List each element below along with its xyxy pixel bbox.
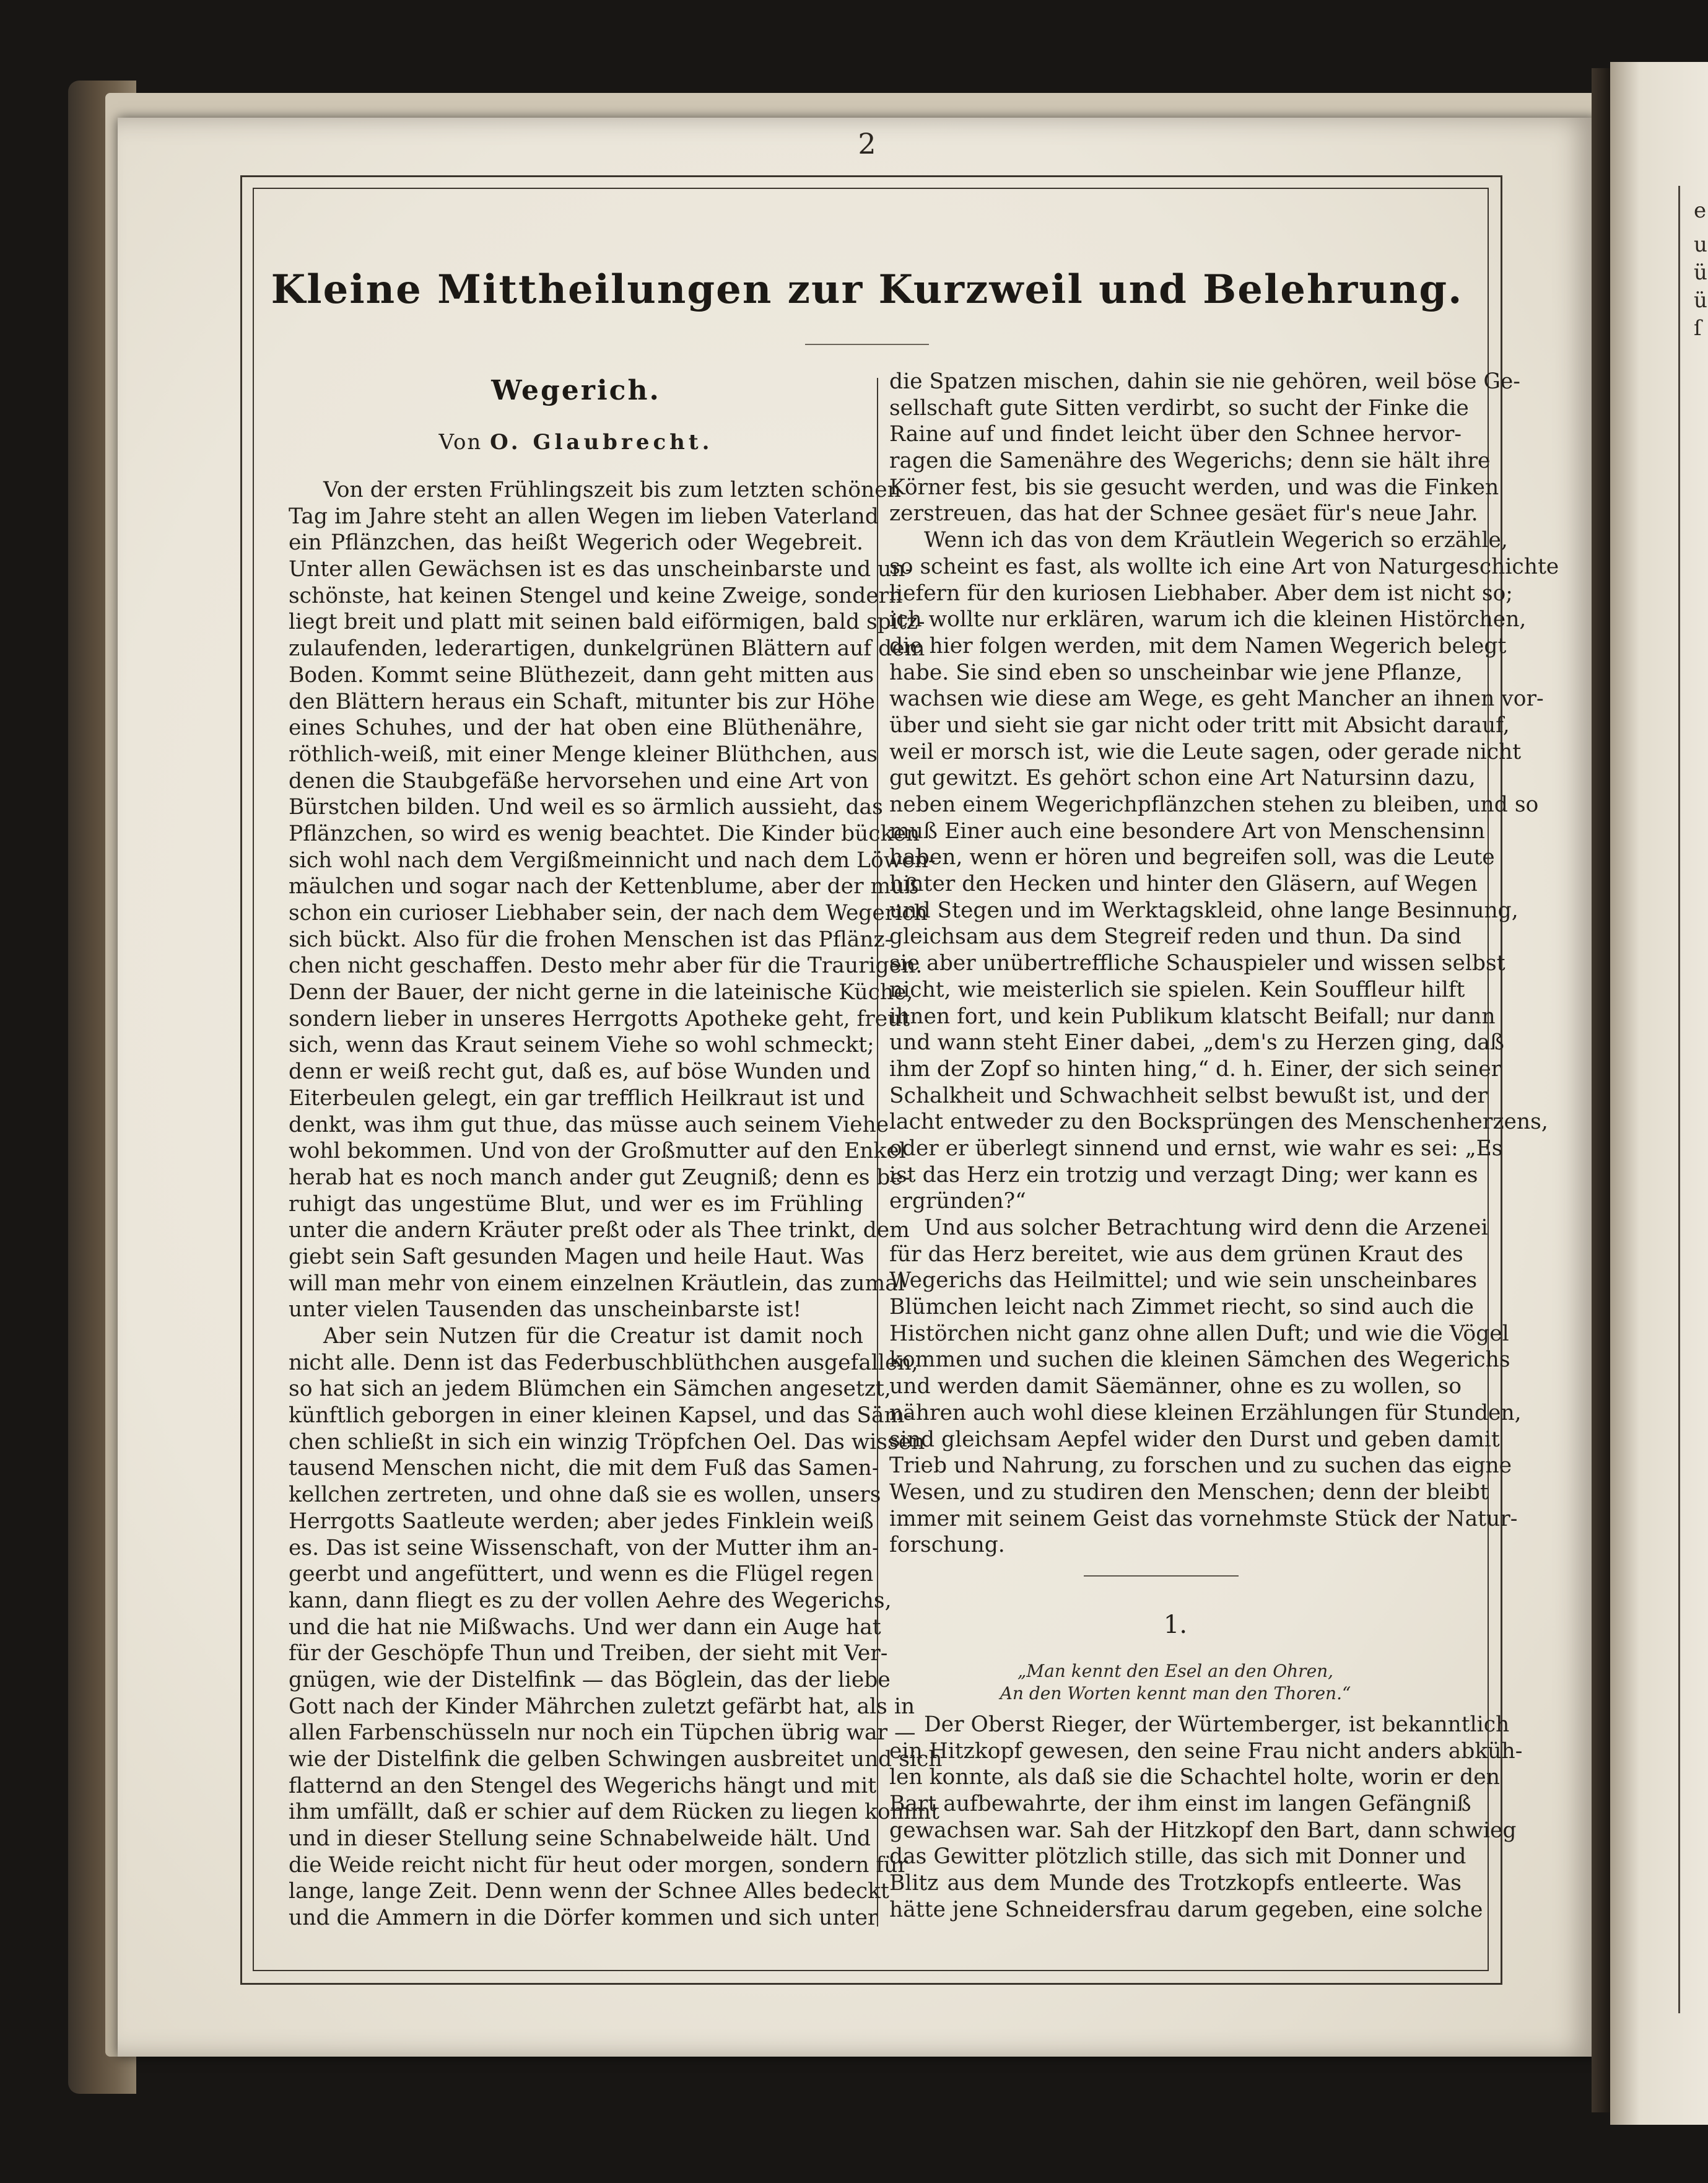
author-name: O. Glaubrecht. [490, 430, 713, 455]
text-line: röthlich-weiß, mit einer Menge kleiner Blüthchen, aus [289, 742, 878, 767]
article-title: Wegerich. [491, 375, 661, 406]
text-line: Herrgotts Saatleute werden; aber jedes Finklein weiß [289, 1508, 874, 1534]
text-line: unter die andern Kräuter preßt oder als Thee trinkt, dem [289, 1218, 910, 1243]
text-line: ein Hitzkopf gewesen, den seine Frau nicht anders abküh- [889, 1738, 1523, 1764]
text-line: Bart aufbewahrte, der ihm einst im langen Gefängniß [889, 1791, 1471, 1817]
text-line: es. Das ist seine Wissenschaft, von der Mutter ihm an- [289, 1535, 879, 1560]
text-line: Und aus solcher Betrachtung wird denn die Arzenei [924, 1215, 1488, 1240]
section-number: 1. [1163, 1611, 1188, 1639]
text-line: ruhigt das ungestüme Blut, und wer es im Frühling [289, 1191, 863, 1217]
text-line: wie der Distelfink die gelben Schwingen ausbreitet und sich [289, 1747, 943, 1772]
text-line: forschung. [889, 1533, 1005, 1558]
page-number: 2 [858, 127, 876, 160]
right-page-letter: u [1694, 232, 1707, 257]
text-line: liefern für den kuriosen Liebhaber. Aber dem ist nicht so; [889, 580, 1513, 606]
text-line: haben, wenn er hören und begreifen soll, was die Leute [889, 845, 1495, 870]
text-line: lange, lange Zeit. Denn wenn der Schnee Alles bedeckt [289, 1879, 889, 1904]
byline [289, 430, 863, 455]
text-line: Pflänzchen, so wird es wenig beachtet. Die Kinder bücken [289, 821, 920, 846]
byline-prefix: Von [438, 430, 482, 455]
text-line: eines Schuhes, und der hat oben eine Blüthenähre, [289, 715, 863, 741]
text-line: Von der ersten Frühlingszeit bis zum letzten schönen [323, 478, 901, 502]
page-title: Kleine Mittheilungen zur Kurzweil und Belehrung. [271, 266, 1463, 313]
text-line: gut gewitzt. Es gehört schon eine Art Natursinn dazu, [889, 766, 1476, 791]
text-line: nähren auch wohl diese kleinen Erzählungen für Stunden, [889, 1400, 1522, 1425]
text-line: ist das Herz ein trotzig und verzagt Ding; wer kann es [889, 1162, 1478, 1188]
right-page-frame [1678, 186, 1705, 2013]
text-line: Bürstchen bilden. Und weil es so ärmlich aussieht, das [289, 795, 883, 820]
text-line: sich bückt. Also für die frohen Menschen ist das Pflänz- [289, 927, 892, 952]
text-line: und wann steht Einer dabei, „dem's zu Herzen ging, daß [889, 1030, 1504, 1056]
text-line: will man mehr von einem einzelnen Kräutlein, das zumal [289, 1271, 905, 1296]
text-line: und Stegen und im Werktagskleid, ohne lange Besinnung, [889, 898, 1518, 923]
text-line: liegt breit und platt mit seinen bald eiförmigen, bald spitz- [289, 610, 925, 635]
text-line: Gott nach der Kinder Mährchen zuletzt gefärbt hat, als in [289, 1694, 915, 1719]
text-line: ihm der Zopf so hinten hing,“ d. h. Einer, der sich seiner [889, 1056, 1502, 1082]
text-line: Wenn ich das von dem Kräutlein Wegerich so erzähle, [924, 528, 1508, 553]
motto [889, 1660, 1462, 1705]
text-line: unter vielen Tausenden das unscheinbarste ist! [289, 1297, 802, 1323]
text-line: Wesen, und zu studiren den Menschen; denn der bleibt [889, 1479, 1489, 1505]
motto-line: „Man kennt den Esel an den Ohren, [1017, 1661, 1334, 1681]
text-line: schönste, hat keinen Stengel und keine Zweige, sondern [289, 583, 903, 608]
text-line: so hat sich an jedem Blümchen ein Sämchen angesetzt, [289, 1376, 891, 1402]
text-line: mäulchen und sogar nach der Kettenblume, aber der muß [289, 874, 919, 899]
text-line: den Blättern heraus ein Schaft, mitunter bis zur Höhe [289, 689, 875, 714]
text-line: Tag im Jahre steht an allen Wegen im lieben Vaterland [289, 504, 879, 529]
text-line: Aber sein Nutzen für die Creatur ist damit noch [323, 1324, 863, 1349]
text-line: habe. Sie sind eben so unscheinbar wie jene Pflanze, [889, 660, 1463, 685]
title-rule [805, 344, 929, 345]
text-line: nicht, wie meisterlich sie spielen. Kein Souffleur hilft [889, 977, 1465, 1002]
text-line: chen nicht geschaffen. Desto mehr aber für die Traurigen. [289, 953, 923, 979]
text-line: Trieb und Nahrung, zu forschen und zu suchen das eigne [889, 1453, 1512, 1479]
text-line: Schalkheit und Schwachheit selbst bewußt ist, und der [889, 1083, 1488, 1108]
text-line: kommen und suchen die kleinen Sämchen des Wegerichs [889, 1347, 1510, 1373]
motto-line: An den Worten kennt man den Thoren.“ [1000, 1683, 1351, 1704]
text-line: len konnte, als daß sie die Schachtel holte, worin er den [889, 1765, 1500, 1790]
text-line: für der Geschöpfe Thun und Treiben, der sieht mit Ver- [289, 1641, 888, 1666]
text-line: und die Ammern in die Dörfer kommen und sich unter [289, 1905, 878, 1931]
text-line: sondern lieber in unseres Herrgotts Apotheke geht, freut [289, 1006, 910, 1031]
section-text [889, 1712, 1523, 1923]
text-line: gleichsam aus dem Stegreif reden und thun. Da sind [889, 924, 1462, 950]
text-line: zulaufenden, lederartigen, dunkelgrünen Blättern auf dem [289, 636, 925, 662]
text-line: tausend Menschen nicht, die mit dem Fuß das Samen- [289, 1456, 879, 1481]
text-line: wohl bekommen. Und von der Großmutter auf den Enkel [289, 1139, 906, 1164]
right-column [889, 369, 1559, 1559]
text-line: Raine auf und findet leicht über den Schnee hervor- [889, 422, 1462, 447]
text-line: giebt sein Saft gesunden Magen und heile Haut. Was [289, 1244, 865, 1269]
text-line: muß Einer auch eine besondere Art von Menschensinn [889, 818, 1485, 844]
text-line: ergründen?“ [889, 1189, 1026, 1214]
text-line: die Spatzen mischen, dahin sie nie gehören, weil böse Ge- [889, 369, 1520, 394]
text-line: geerbt und angefüttert, und wenn es die Flügel regen [289, 1562, 874, 1587]
section-rule [1084, 1575, 1239, 1577]
text-line: ich wollte nur erklären, warum ich die kleinen Histörchen, [889, 607, 1527, 632]
text-line: ihm umfällt, daß er schier auf dem Rücken zu liegen kommt [289, 1800, 940, 1825]
text-line: Boden. Kommt seine Blüthezeit, dann geht mitten aus [289, 662, 874, 688]
text-line: die Weide reicht nicht für heut oder morgen, sondern für [289, 1852, 908, 1878]
text-line: das Gewitter plötzlich stille, das sich mit Donner und [889, 1844, 1466, 1870]
book-gutter [1592, 68, 1610, 2112]
left-column [289, 477, 943, 1931]
text-line: oder er überlegt sinnend und ernst, wie wahr es sei: „Es [889, 1135, 1503, 1161]
text-line: neben einem Wegerichpflänzchen stehen zu bleiben, und so [889, 792, 1539, 817]
text-line: künftlich geborgen in einer kleinen Kapsel, und das Säm- [289, 1403, 912, 1428]
text-line: so scheint es fast, als wollte ich eine Art von Naturgeschichte [889, 554, 1559, 579]
text-line: denen die Staubgefäße hervorsehen und eine Art von [289, 768, 869, 794]
right-page-letter: ü [1694, 288, 1707, 313]
text-line: ein Pflänzchen, das heißt Wegerich oder Wegebreit. [289, 530, 863, 556]
text-line: chen schließt in sich ein winzig Tröpfchen Oel. Das wissen [289, 1429, 925, 1455]
text-line: und in dieser Stellung seine Schnabelweide hält. Und [289, 1826, 871, 1852]
text-line: über und sieht sie gar nicht oder tritt mit Absicht darauf, [889, 712, 1510, 738]
text-line: flatternd an den Stengel des Wegerichs hängt und mit [289, 1773, 877, 1798]
text-line: Histörchen nicht ganz ohne allen Duft; und wie die Vögel [889, 1321, 1509, 1346]
right-page-letter: e [1694, 198, 1707, 223]
text-line: für das Herz bereitet, wie aus dem grünen Kraut des [889, 1241, 1463, 1267]
text-line: kellchen zertreten, und ohne daß sie es wollen, unsers [289, 1482, 881, 1508]
text-line: ragen die Samenähre des Wegerichs; denn sie hält ihre [889, 448, 1491, 474]
text-line: denn er weiß recht gut, daß es, auf böse Wunden und [289, 1059, 871, 1085]
text-line: sich, wenn das Kraut seinem Viehe so wohl schmeckt; [289, 1033, 874, 1058]
text-line: Körner fest, bis sie gesucht werden, und was die Finken [889, 475, 1499, 500]
text-line: sind gleichsam Aepfel wider den Durst und geben damit [889, 1427, 1500, 1452]
text-line: Unter allen Gewächsen ist es das unscheinbarste und un- [289, 557, 913, 582]
text-line: nicht alle. Denn ist das Federbuschblüthchen ausgefallen, [289, 1350, 918, 1375]
right-page-letter: ü [1694, 260, 1707, 285]
text-line: ihnen fort, und kein Publikum klatscht Beifall; nur dann [889, 1004, 1496, 1029]
text-line: immer mit seinem Geist das vornehmste Stück der Natur- [889, 1506, 1518, 1531]
text-line: wachsen wie diese am Wege, es geht Mancher an ihnen vor- [889, 686, 1544, 712]
text-line: Eiterbeulen gelegt, ein gar trefflich Heilkraut ist und [289, 1085, 865, 1111]
text-line: Blitz aus dem Munde des Trotzkopfs entleerte. Was [889, 1871, 1462, 1896]
text-line: herab hat es noch manch ander gut Zeugniß; denn es be- [289, 1165, 910, 1190]
text-line: kann, dann fliegt es zu der vollen Aehre des Wegerichs, [289, 1588, 892, 1613]
text-line: sellschaft gute Sitten verdirbt, so sucht der Finke die [889, 395, 1469, 421]
text-line: und die hat nie Mißwachs. Und wer dann ein Auge hat [289, 1614, 881, 1640]
text-line: Denn der Bauer, der nicht gerne in die lateinische Küche, [289, 980, 913, 1005]
text-line: sie aber unübertreffliche Schauspieler und wissen selbst [889, 951, 1505, 976]
text-line: und werden damit Säemänner, ohne es zu wollen, so [889, 1374, 1462, 1399]
right-page-letter: ſ [1694, 316, 1702, 341]
text-line: Der Oberst Rieger, der Würtemberger, ist bekanntlich [924, 1712, 1510, 1737]
text-line: die hier folgen werden, mit dem Namen Wegerich belegt [889, 633, 1507, 658]
text-line: lacht entweder zu den Bocksprüngen des Menschenherzens, [889, 1109, 1548, 1135]
text-line: schon ein curioser Liebhaber sein, der nach dem Wegerich [289, 901, 928, 925]
text-line: sich wohl nach dem Vergißmeinnicht und nach dem Löwen- [289, 847, 936, 873]
text-line: hätte jene Schneidersfrau darum gegeben, eine solche [889, 1897, 1483, 1922]
text-line: denkt, was ihm gut thue, das müsse auch seinem Viehe [289, 1112, 889, 1137]
text-line: allen Farbenschüsseln nur noch ein Tüpchen übrig war — [289, 1720, 916, 1746]
text-line: weil er morsch ist, wie die Leute sagen, oder gerade nicht [889, 739, 1522, 764]
text-line: gnügen, wie der Distelfink — das Böglein, das der liebe [289, 1667, 891, 1692]
text-line: gewachsen war. Sah der Hitzkopf den Bart, dann schwieg [889, 1818, 1517, 1843]
text-line: Wegerichs das Heilmittel; und wie sein unscheinbares [889, 1268, 1478, 1293]
text-line: Blümchen leicht nach Zimmet riecht, so sind auch die [889, 1295, 1474, 1320]
text-line: zerstreuen, das hat der Schnee gesäet für's neue Jahr. [889, 501, 1478, 527]
text-line: hinter den Hecken und hinter den Gläsern, auf Wegen [889, 872, 1478, 897]
